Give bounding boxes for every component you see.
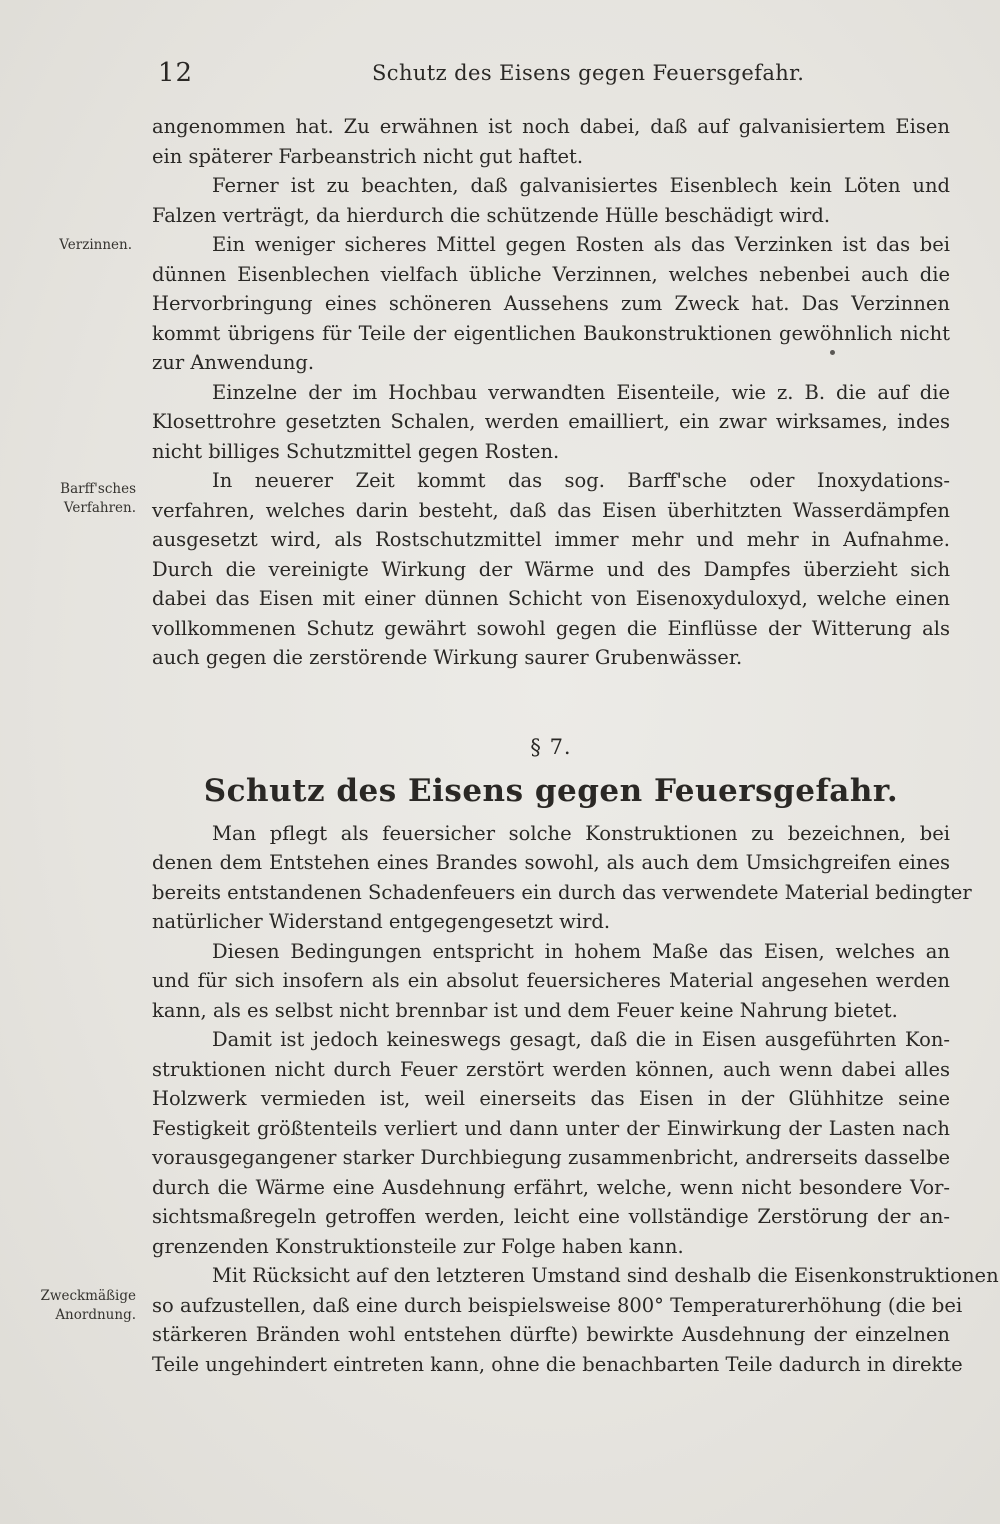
text-line: angenommen hat. Zu erwähnen ist noch dabei, daß auf galvanisiertem Eisen [152, 115, 950, 138]
running-head [150, 58, 950, 90]
text-line: Diesen Bedingungen entspricht in hohem Maße das Eisen, welches an [212, 939, 950, 963]
text-line: sichtsmaßregeln getroffen werden, leicht eine vollständige Zerstörung der an- [152, 1205, 950, 1228]
text-line: Klosettrohre gesetzten Schalen, werden emailliert, ein zwar wirksames, indes [152, 410, 950, 433]
margin-note-zweckmaessige: Zweckmäßige Anordnung. [40, 1288, 136, 1323]
text-line: struktionen nicht durch Feuer zerstört werden können, auch wenn dabei alles [152, 1057, 950, 1081]
text-line: zur Anwendung. [152, 351, 315, 374]
text-line: Festigkeit größtenteils verliert und dann unter der Einwirkung der Lasten nach [152, 1116, 950, 1140]
text-line: nicht billiges Schutzmittel gegen Rosten. [152, 439, 560, 463]
text-line: Teile ungehindert eintreten kann, ohne die benachbarten Teile dadurch in direkte [152, 1352, 963, 1376]
text-line: Einzelne der im Hochbau verwandten Eisenteile, wie z. B. die auf die [212, 380, 950, 404]
text-line: Falzen verträgt, da hierdurch die schützende Hülle beschädigt wird. [152, 203, 831, 227]
text-line: stärkeren Bränden wohl entstehen dürfte) bewirkte Ausdehnung der einzelnen [152, 1323, 950, 1346]
text-line: vorausgegangener starker Durchbiegung zusammenbricht, andrerseits dasselbe [152, 1146, 950, 1169]
section-number: § 7. [530, 734, 572, 759]
text-line: kommt übrigens für Teile der eigentlichen Baukonstruktionen gewöhnlich nicht [152, 321, 950, 345]
body-text [152, 112, 999, 1379]
text-line: Holzwerk vermieden ist, weil einerseits das Eisen in der Glühhitze seine [152, 1087, 950, 1110]
text-line: und für sich insofern als ein absolut feuersicheres Material angesehen werden [152, 969, 950, 992]
text-line: so aufzustellen, daß eine durch beispielsweise 800° Temperaturerhöhung (die bei [152, 1293, 963, 1317]
text-line: ein späterer Farbeanstrich nicht gut haftet. [152, 144, 584, 168]
text-line: Ein weniger sicheres Mittel gegen Rosten als das Verzinken ist das bei [212, 233, 950, 256]
text-line: Ferner ist zu beachten, daß galvanisiertes Eisenblech kein Löten und [212, 174, 950, 197]
text-line: Hervorbringung eines schöneren Aussehens zum Zweck hat. Das Verzinnen [152, 292, 950, 315]
section-title: Schutz des Eisens gegen Feuersgefahr. [203, 772, 899, 809]
margin-note-verzinnen: Verzinnen. [59, 237, 132, 253]
text-line: Damit ist jedoch keineswegs gesagt, daß die in Eisen ausgeführten Kon- [212, 1028, 950, 1051]
text-line: Man pflegt als feuersicher solche Konstruktionen zu bezeichnen, bei [212, 821, 950, 845]
text-line: durch die Wärme eine Ausdehnung erfährt, welche, wenn nicht besondere Vor- [152, 1175, 950, 1199]
text-line: Mit Rücksicht auf den letzteren Umstand sind deshalb die Eisenkonstruktionen [212, 1264, 999, 1287]
text-line: In neuerer Zeit kommt das sog. Barff'sche oder Inoxydations- [212, 469, 950, 492]
text-line: verfahren, welches darin besteht, daß das Eisen überhitzten Wasserdämpfen [152, 498, 950, 522]
text-line: denen dem Entstehen eines Brandes sowohl, als auch dem Umsichgreifen eines [152, 851, 950, 874]
text-line: natürlicher Widerstand entgegengesetzt wird. [152, 910, 611, 933]
text-line: grenzenden Konstruktionsteile zur Folge haben kann. [152, 1234, 684, 1258]
text-line: dabei das Eisen mit einer dünnen Schicht von Eisenoxyduloxyd, welche einen [152, 587, 950, 610]
text-line: auch gegen die zerstörende Wirkung saurer Grubenwässer. [152, 646, 743, 669]
text-line: ausgesetzt wird, als Rostschutzmittel immer mehr und mehr in Aufnahme. [152, 528, 950, 551]
running-title: Schutz des Eisens gegen Feuersgefahr. [372, 61, 805, 85]
text-line: dünnen Eisenblechen vielfach übliche Verzinnen, welches nebenbei auch die [152, 262, 950, 286]
text-line: bereits entstandenen Schadenfeuers ein durch das verwendete Material bedingter [152, 880, 972, 904]
section-spacer [152, 673, 950, 727]
page-number: 12 [158, 58, 194, 88]
text-line: kann, als es selbst nicht brennbar ist und dem Feuer keine Nahrung bietet. [152, 998, 898, 1022]
margin-note-barff: Barff'sches Verfahren. [60, 481, 136, 516]
text-line: Durch die vereinigte Wirkung der Wärme und des Dampfes überzieht sich [152, 557, 950, 581]
text-line: vollkommenen Schutz gewährt sowohl gegen die Einflüsse der Witterung als [152, 616, 950, 640]
